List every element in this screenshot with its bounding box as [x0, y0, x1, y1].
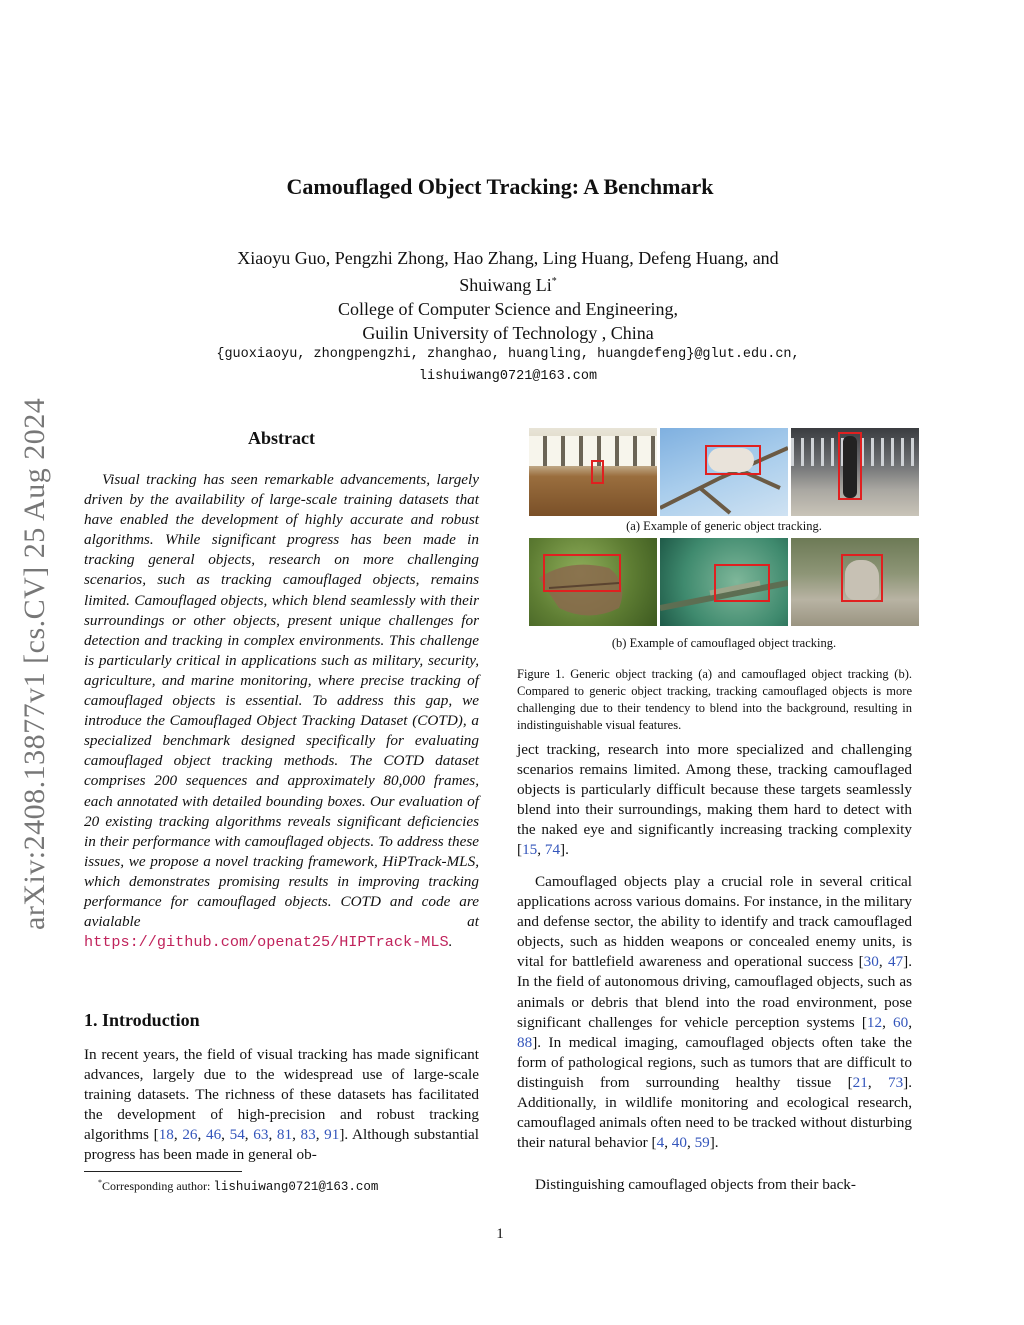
abstract-end: .: [448, 933, 453, 951]
citation-link[interactable]: 88: [517, 1033, 533, 1051]
citation-link[interactable]: 74: [544, 841, 561, 859]
intro-text-b: ]. Although substantial progress has been made in general ob-: [84, 1126, 480, 1164]
subcaption-a: (a) Example of generic object tracking.: [626, 519, 822, 533]
tracking-bbox: [841, 554, 883, 602]
citation-link[interactable]: 18: [158, 1126, 174, 1144]
generic-frame-gym: [529, 428, 657, 516]
citation-link[interactable]: 54: [229, 1126, 245, 1144]
footnote-mark: *: [98, 1178, 102, 1187]
page-number: 1: [496, 1226, 504, 1242]
paper-title: Camouflaged Object Tracking: A Benchmark: [286, 174, 714, 199]
affiliation-line-1: College of Computer Science and Engineering,: [338, 299, 678, 319]
right-paragraph-3: Distinguishing camouflaged objects from their back-: [535, 1176, 856, 1193]
author-emails: [0, 344, 1016, 388]
right-p2-text-e: ]. Additionally, in wildlife monitoring and ecological research, camouflaged animals often need to be tracked without disturbing their natural behavior [: [517, 1073, 913, 1152]
citation-link[interactable]: 47: [887, 953, 904, 971]
citation-link[interactable]: 21: [852, 1073, 868, 1091]
author-mark: *: [551, 276, 557, 287]
citation-link[interactable]: 4: [656, 1134, 665, 1152]
citation-link[interactable]: 91: [324, 1126, 340, 1144]
citation-link[interactable]: 46: [205, 1126, 222, 1144]
right-p1-end: ].: [560, 841, 569, 859]
author-block: [0, 246, 1016, 345]
footnote: [98, 1178, 378, 1194]
right-paragraph-2: Camouflaged objects play a crucial role in several critical applications across various domains. For instance, in the military and defense sector, the ability to identify and track camouflaged objects, such as hidden weapons or concealed enemy units, is vital for battlefield awareness and operational success [30, 47]. In the field of autonomous driving, camouflaged objects, such as animals or debris that blend into the road environment, pose significant challenges for vehicle perception systems [12, 60, 88]. In medical imaging, camouflaged objects often take the form of pathological regions, such as tumors that are difficult to distinguish from surrounding healthy tissue [21, 73]. Additionally, in wildlife monitoring and ecological research, camouflaged animals often need to be tracked without disturbing their natural behavior [4, 40, 59].: [517, 873, 913, 1152]
affiliation-line-2: Guilin University of Technology , China: [362, 323, 654, 343]
figure-row-generic: [529, 428, 919, 516]
tracking-bbox: [714, 564, 770, 602]
tracking-bbox: [591, 460, 604, 484]
generic-frame-cat-tree: [660, 428, 788, 516]
intro-text-a: In recent years, the field of visual tracking has made significant advances, largely due to the widespread use of large-scale training datasets. The richness of these datasets has facilitated the development of high-precision and robust tracking algorithms [: [84, 1046, 479, 1144]
abstract-text: Visual tracking has seen remarkable advancements, largely driven by the availability of large-scale training datasets that have enabled the development of highly accurate and robust algorithms. While significant progress has been made in tracking general objects, research on more challenging scenarios, such as tracking camouflaged objects, remains limited. Camouflaged objects, which blend seamlessly with their surroundings or other objects, present unique challenges for detection and tracking in complex environments. This challenge is particularly critical in applications such as military, security, agriculture, and marine monitoring, where precise tracking of camouflaged objects is essential. To address this gap, we introduce the Camouflaged Object Tracking Dataset (COTD), a specialized benchmark designed specifically for evaluating camouflaged object tracking methods. The COTD dataset comprises 200 sequences and approximately 80,000 frames, each annotated with detailed bounding boxes. Our evaluation of 20 existing tracking algorithms reveals significant deficiencies in their performance with camouflaged objects. To address these issues, we propose a novel tracking framework, HiPTrack-MLS, which demonstrates promising results in improving tracking performance for camouflaged objects. COTD and code are avialable at: [84, 471, 479, 931]
intro-paragraph: In recent years, the field of visual tracking has made significant advances, largely due to the widespread use of large-scale training datasets. The richness of these datasets has facilitated the development of high-precision and robust tracking algorithms [18, 26, 46, 54, 63, 81, 83, 91]. Although substantial progress has been made in general ob-: [84, 1046, 480, 1164]
abstract-body: [84, 470, 479, 952]
figure-caption: Figure 1. Generic object tracking (a) and camouflaged object tracking (b). Compared to generic object tracking, tracking camouflaged objects is more challenging due to their tendency to blend into the background, resulting in indistinguishable visual features.: [517, 667, 912, 732]
citation-link[interactable]: 30: [863, 953, 879, 971]
code-link[interactable]: https://github.com/openat25/HIPTrack-MLS: [84, 933, 449, 952]
citation-link[interactable]: 81: [276, 1126, 293, 1144]
citation-link[interactable]: 12: [866, 1013, 883, 1031]
tracking-bbox: [838, 432, 862, 500]
emails-line-2: lishuiwang0721@163.com: [418, 369, 598, 384]
subcaption-b: (b) Example of camouflaged object tracking.: [611, 636, 837, 650]
tracking-bbox: [543, 554, 621, 592]
abstract-heading: Abstract: [248, 428, 315, 448]
citation-link[interactable]: 26: [182, 1126, 198, 1144]
citation-link[interactable]: 63: [253, 1126, 269, 1144]
citation-link[interactable]: 60: [893, 1013, 909, 1031]
citation-link[interactable]: 83: [300, 1126, 316, 1144]
citation-link[interactable]: 15: [522, 841, 538, 859]
figure-row-camouflaged: [529, 538, 919, 626]
right-p1-text: ject tracking, research into more specialized and challenging scenarios remains limited. Among these, tracking camouflaged objects is particularly difficult because these targets seamlessly blend into their surroundings, making them hard to detect with the naked eye and significantly increasing tracking complexity [: [517, 741, 912, 859]
tracking-bbox: [705, 445, 761, 475]
citation-link[interactable]: 59: [694, 1134, 710, 1152]
corresponding-author: Shuiwang Li: [459, 275, 552, 295]
generic-frame-crowd: [791, 428, 919, 516]
authors-line-1: Xiaoyu Guo, Pengzhi Zhong, Hao Zhang, Ling Huang, Defeng Huang, and: [237, 248, 779, 268]
arxiv-stamp: arXiv:2408.13877v1 [cs.CV] 25 Aug 2024: [18, 397, 51, 930]
footnote-email: lishuiwang0721@163.com: [213, 1180, 379, 1194]
camo-frame-lizard: [660, 538, 788, 626]
citation-link[interactable]: 73: [887, 1073, 904, 1091]
intro-heading: 1. Introduction: [84, 1010, 200, 1030]
emails-line-1: {guoxiaoyu, zhongpengzhi, zhanghao, huangling, huangdefeng}@glut.edu.cn,: [216, 347, 800, 362]
citation-link[interactable]: 40: [671, 1134, 687, 1152]
camo-frame-rock: [791, 538, 919, 626]
footnote-label: Corresponding author:: [102, 1179, 214, 1193]
right-p2-text-d: ]. In medical imaging, camouflaged objects often take the form of pathological regions, such as tumors that are difficult to distinguish from surrounding healthy tissue [: [517, 1033, 912, 1091]
right-p2-text-b: ]. In the field of autonomous driving, camouflaged objects, such as animals or debris that blend into the road environment, pose significant challenges for vehicle perception systems [: [517, 953, 912, 1031]
right-paragraph-1: ject tracking, research into more specialized and challenging scenarios remains limited. Among these, tracking camouflaged objects is particularly difficult because these targets seamlessly blend into their surroundings, making them hard to detect with the naked eye and significantly increasing tracking complexity [15, 74].: [517, 741, 912, 859]
authors-line-2: [0, 270, 1016, 297]
footnote-rule: [84, 1171, 242, 1172]
camo-frame-leaf-insect: [529, 538, 657, 626]
right-p2-text-a: Camouflaged objects play a crucial role in several critical applications across various domains. For instance, in the military and defense sector, the ability to identify and track camouflaged objects, such as hidden weapons or concealed enemy units, is vital for battlefield awareness and operational success [: [517, 873, 912, 971]
right-p2-end: ].: [709, 1134, 719, 1152]
